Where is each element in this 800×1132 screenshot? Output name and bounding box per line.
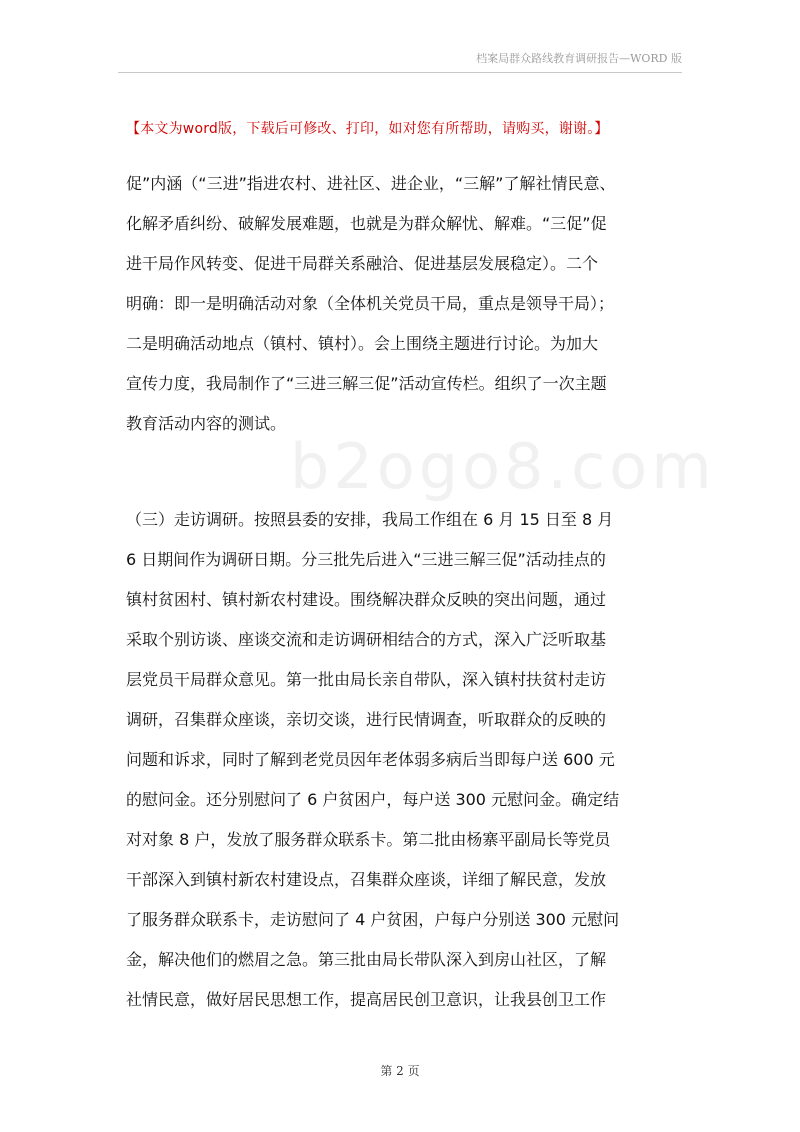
text-line: 采取个别访谈、座谈交流和走访调研相结合的方式，深入广泛听取基 [126, 630, 607, 649]
text-line: 调研，召集群众座谈，亲切交谈，进行民情调查，听取群众的反映的 [126, 710, 607, 729]
text-line: 促”内涵（“三进”指进农村、进社区、进企业，“三解”了解社情民意、 [126, 174, 616, 193]
paragraph-2 [126, 500, 686, 1020]
text-line: 进干局作风转变、促进干局群关系融洽、促进基层发展稳定）。二个 [126, 254, 599, 273]
text-line: 社情民意，做好居民思想工作，提高居民创卫意识，让我县创卫工作 [126, 990, 607, 1009]
page-number: 第 2 页 [380, 1064, 420, 1078]
header-divider [118, 72, 682, 73]
text-line: 的慰问金。还分别慰问了 6 户贫困户，每户送 300 元慰问金。确定结 [126, 790, 620, 809]
text-line: 明确：即一是明确活动对象（全体机关党员干局，重点是领导干局）； [126, 294, 615, 313]
running-header: 档案局群众路线教育调研报告—WORD 版 [476, 52, 682, 65]
text-line: 对对象 8 户，发放了服务群众联系卡。第二批由杨寨平副局长等党员 [126, 830, 611, 849]
watermark: b2ogo8.com [290, 430, 716, 503]
text-line: 镇村贫困村、镇村新农村建设。围绕解决群众反映的突出问题，通过 [126, 590, 607, 609]
paragraph-1 [126, 164, 686, 444]
text-line: 金，解决他们的燃眉之急。第三批由局长带队深入到房山社区，了解 [126, 950, 607, 969]
text-line: 二是明确活动地点（镇村、镇村）。会上围绕主题进行讨论。为加大 [126, 334, 599, 353]
text-line: （三）走访调研。按照县委的安排，我局工作组在 6 月 15 日至 8 月 [126, 510, 614, 529]
download-notice: 【本文为word版，下载后可修改、打印，如对您有所帮助，请购买，谢谢。】 [126, 121, 609, 137]
text-line: 宣传力度，我局制作了“三进三解三促”活动宣传栏。组织了一次主题 [126, 374, 607, 393]
text-line: 了服务群众联系卡，走访慰问了 4 户贫困，户每户分别送 300 元慰问 [126, 910, 620, 929]
text-line: 问题和诉求，同时了解到老党员因年老体弱多病后当即每户送 600 元 [126, 750, 615, 769]
text-line: 化解矛盾纠纷、破解发展难题，也就是为群众解忧、解难。“三促”促 [126, 214, 607, 233]
text-line: 教育活动内容的测试。 [126, 414, 287, 433]
text-line: 6 日期间作为调研日期。分三批先后进入“三进三解三促”活动挂点的 [126, 550, 606, 569]
text-line: 干部深入到镇村新农村建设点，召集群众座谈，详细了解民意，发放 [126, 870, 607, 889]
text-line: 层党员干局群众意见。第一批由局长亲自带队，深入镇村扶贫村走访 [126, 670, 607, 689]
